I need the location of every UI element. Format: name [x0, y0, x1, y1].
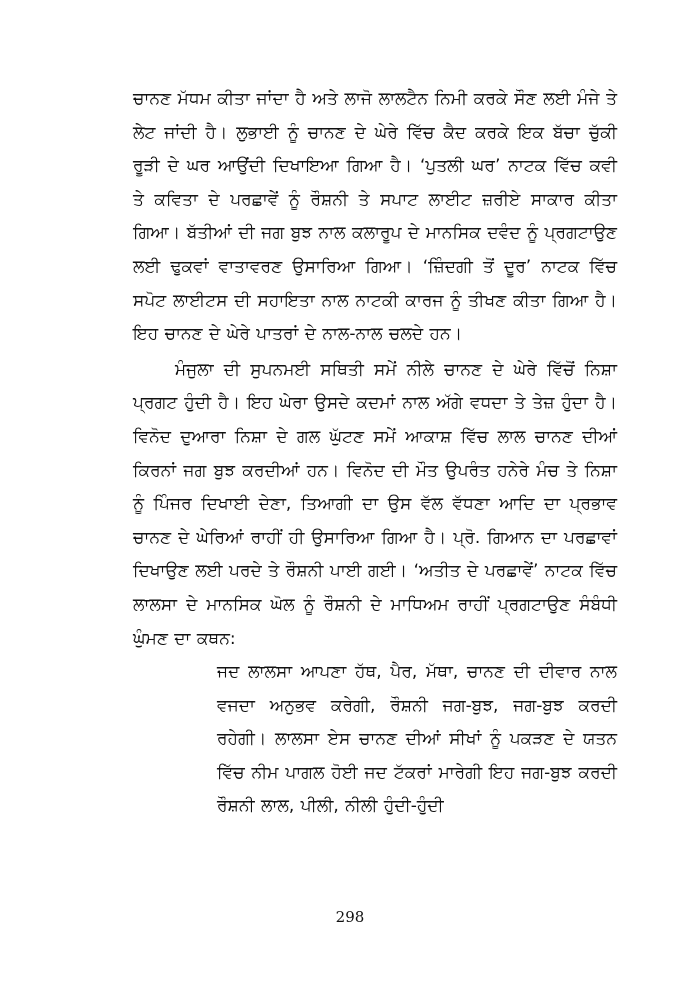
paragraph-2: ਮੰਜੁਲਾ ਦੀ ਸੁਪਨਮਈ ਸਥਿਤੀ ਸਮੇਂ ਨੀਲੇ ਚਾਨਣ ਦੇ ਘੇਰੇ ਵਿੱਚੋਂ ਨਿਸ਼ਾ ਪ੍ਰਗਟ ਹੁੰਦੀ ਹੈ। ਇਹ ਘੇਰਾ ਉਸਦੇ ਕਦਮਾਂ ਨਾਲ ਅੱਗੇ ਵਧਦਾ ਤੇ ਤੇਜ਼ ਹੁੰਦਾ ਹੈ। ਵਿਨੋਦ ਦੁਆਰਾ ਨਿਸ਼ਾ ਦੇ ਗਲ ਘੁੱਟਣ ਸਮੇਂ ਆਕਾਸ਼ ਵਿੱਚ ਲਾਲ ਚਾਨਣ ਦੀਆਂ ਕਿਰਨਾਂ ਜਗ ਬੁਝ ਕਰਦੀਆਂ ਹਨ। ਵਿਨੋਦ ਦੀ ਮੌਤ ਉਪਰੰਤ ਹਨੇਰੇ ਮੰਚ ਤੇ ਨਿਸ਼ਾ ਨੂੰ ਪਿੰਜਰ ਦਿਖਾਈ ਦੇਣਾ, ਤਿਆਗੀ ਦਾ ਉਸ ਵੱਲ ਵੱਧਣਾ ਆਦਿ ਦਾ ਪ੍ਰਭਾਵ ਚਾਨਣ ਦੇ ਘੇਰਿਆਂ ਰਾਹੀਂ ਹੀ ਉਸਾਰਿਆ ਗਿਆ ਹੈ। ਪ੍ਰੋ. ਗਿਆਨ ਦਾ ਪਰਛਾਵਾਂ ਦਿਖਾਉਣ ਲਈ ਪਰਦੇ ਤੇ ਰੌਸ਼ਨੀ ਪਾਈ ਗਈ। ‘ਅਤੀਤ ਦੇ ਪਰਛਾਵੇਂ’ ਨਾਟਕ ਵਿੱਚ ਲਾਲਸਾ ਦੇ ਮਾਨਸਿਕ ਘੋਲ ਨੂੰ ਰੌਸ਼ਨੀ ਦੇ ਮਾਧਿਅਮ ਰਾਹੀਂ ਪ੍ਰਗਟਾਉਣ ਸੰਬੰਧੀ ਘੁੰਮਣ ਦਾ ਕਥਨ: [133, 359, 617, 649]
paragraph-1: ਚਾਨਣ ਮੱਧਮ ਕੀਤਾ ਜਾਂਦਾ ਹੈ ਅਤੇ ਲਾਜੋ ਲਾਲਟੈਨ ਨਿਮੀ ਕਰਕੇ ਸੌਣ ਲਈ ਮੰਜੇ ਤੇ ਲੇਟ ਜਾਂਦੀ ਹੈ। ਲੁਭਾਈ ਨੂੰ ਚਾਨਣ ਦੇ ਘੇਰੇ ਵਿੱਚ ਕੈਦ ਕਰਕੇ ਇਕ ਬੱਚਾ ਚੁੱਕੀ ਰੂੜੀ ਦੇ ਘਰ ਆਉਂਦੀ ਦਿਖਾਇਆ ਗਿਆ ਹੈ। ‘ਪੁਤਲੀ ਘਰ’ ਨਾਟਕ ਵਿੱਚ ਕਵੀ ਤੇ ਕਵਿਤਾ ਦੇ ਪਰਛਾਵੇਂ ਨੂੰ ਰੌਸ਼ਨੀ ਤੇ ਸਪਾਟ ਲਾਈਟ ਜ਼ਰੀਏ ਸਾਕਾਰ ਕੀਤਾ ਗਿਆ। ਬੱਤੀਆਂ ਦੀ ਜਗ ਬੁਝ ਨਾਲ ਕਲਾਰੂਪ ਦੇ ਮਾਨਸਿਕ ਦਵੰਦ ਨੂੰ ਪ੍ਰਗਟਾਉਣ ਲਈ ਢੁਕਵਾਂ ਵਾਤਾਵਰਣ ਉਸਾਰਿਆ ਗਿਆ। ‘ਜ਼ਿੰਦਗੀ ਤੋਂ ਦੂਰ’ ਨਾਟਕ ਵਿੱਚ ਸਪੋਟ ਲਾਈਟਸ ਦੀ ਸਹਾਇਤਾ ਨਾਲ ਨਾਟਕੀ ਕਾਰਜ ਨੂੰ ਤੀਖਣ ਕੀਤਾ ਗਿਆ ਹੈ। ਇਹ ਚਾਨਣ ਦੇ ਘੇਰੇ ਪਾਤਰਾਂ ਦੇ ਨਾਲ-ਨਾਲ ਚਲਦੇ ਹਨ। [133, 89, 617, 345]
page-number: 298 [335, 908, 365, 926]
block-quote: ਜਦ ਲਾਲਸਾ ਆਪਣਾ ਹੱਥ, ਪੈਰ, ਮੱਥਾ, ਚਾਨਣ ਦੀ ਦੀਵਾਰ ਨਾਲ ਵਜਦਾ ਅਨੁਭਵ ਕਰੇਗੀ, ਰੌਸ਼ਨੀ ਜਗ-ਬੁਝ, ਜਗ-ਬੁਝ ਕਰਦੀ ਰਹੇਗੀ। ਲਾਲਸਾ ਏਸ ਚਾਨਣ ਦੀਆਂ ਸੀਖਾਂ ਨੂੰ ਪਕੜਣ ਦੇ ਯਤਨ ਵਿੱਚ ਨੀਮ ਪਾਗਲ ਹੋਈ ਜਦ ਟੱਕਰਾਂ ਮਾਰੇਗੀ ਇਹ ਜਗ-ਬੁਝ ਕਰਦੀ ਰੌਸ਼ਨੀ ਲਾਲ, ਪੀਲੀ, ਨੀਲੀ ਹੁੰਦੀ-ਹੁੰਦੀ [217, 662, 617, 817]
body-text [133, 83, 617, 824]
